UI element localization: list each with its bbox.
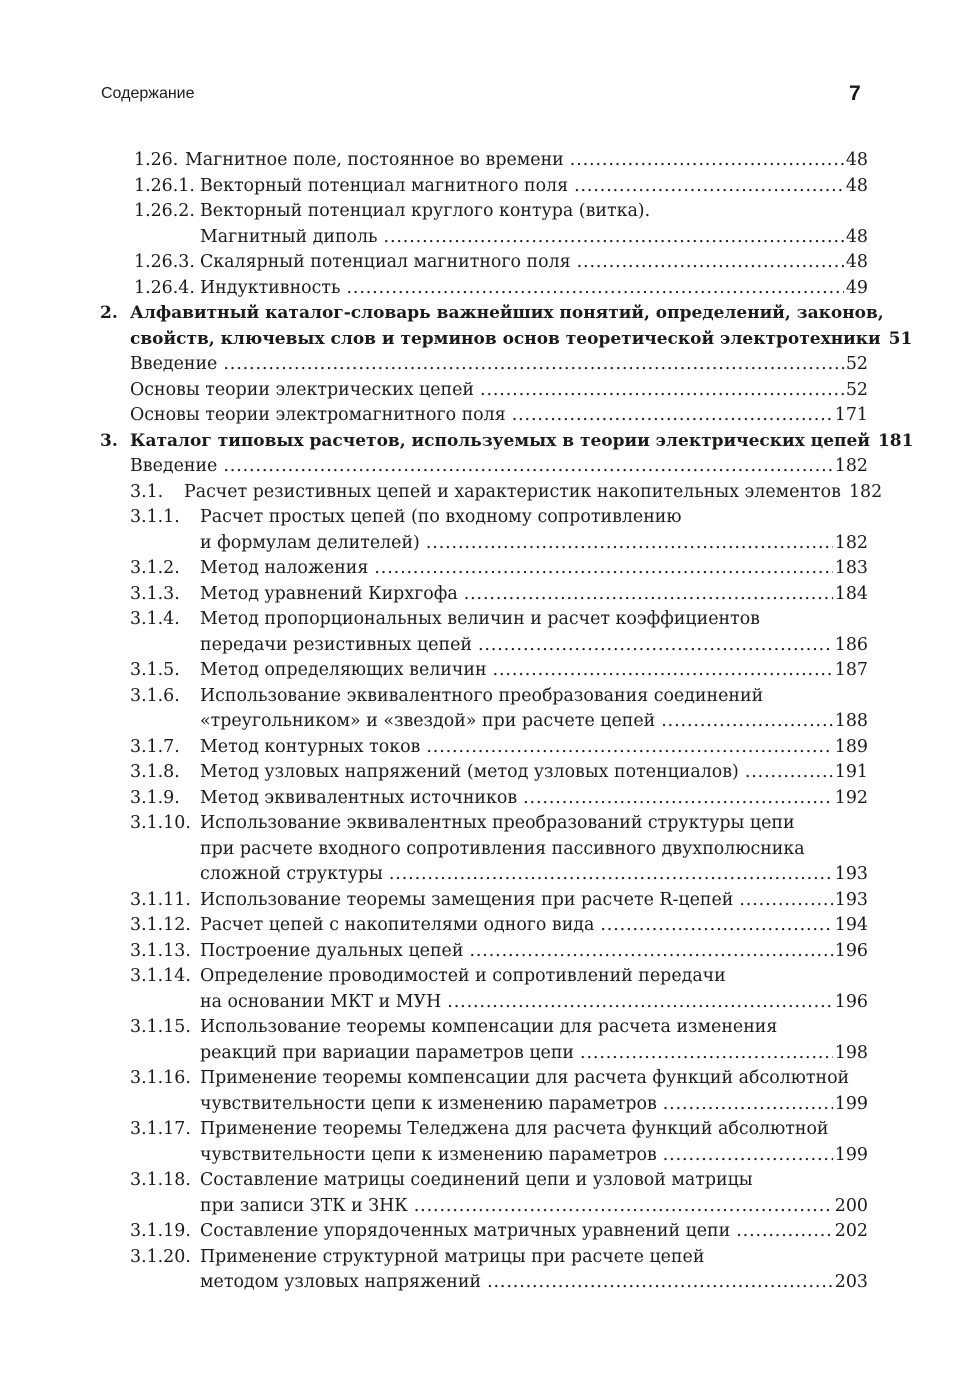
- toc-entry: [100, 378, 868, 404]
- toc-entry: [100, 1270, 868, 1296]
- toc-entry-title: Основы теории электрических цепей: [130, 379, 475, 400]
- toc-entry-number: 1.26.3.: [134, 252, 195, 272]
- toc-entry: [100, 1117, 868, 1143]
- dot-leader: [447, 990, 833, 1016]
- dot-leader: [570, 148, 844, 174]
- toc-entry-page: 193: [834, 864, 868, 884]
- toc-entry: [100, 250, 868, 276]
- toc-entry-page: 51: [888, 328, 913, 349]
- toc-entry-page: 186: [834, 634, 868, 655]
- toc-entry-number: 3.1.12.: [130, 915, 191, 935]
- toc-entry-number: 3.1.19.: [130, 1221, 191, 1241]
- toc-entry-number: 3.1.18.: [130, 1170, 191, 1190]
- toc-entry: [100, 939, 868, 965]
- dot-leader: [574, 174, 844, 200]
- toc-entry-number: 3.: [100, 430, 118, 451]
- toc-entry-title: Метод уравнений Кирхгофа: [200, 583, 458, 604]
- dot-leader: [223, 454, 832, 480]
- toc-entry-number: 3.1.8.: [130, 762, 180, 782]
- toc-entry-page: 49: [845, 277, 868, 298]
- toc-entry-title: сложной структуры: [200, 864, 383, 884]
- toc-entry-page: 203: [834, 1272, 868, 1292]
- toc-entry-title: Векторный потенциал круглого контура (витка).: [200, 201, 651, 221]
- toc-entry-title: и формулам делителей): [200, 532, 420, 553]
- toc-entry: [100, 1219, 868, 1245]
- toc-entry: [100, 1092, 868, 1118]
- dot-leader: [493, 658, 833, 684]
- toc-entry-page: 199: [834, 1144, 868, 1165]
- toc-entry: [100, 225, 868, 251]
- toc-entry-number: 3.1.7.: [130, 736, 180, 757]
- toc-entry: [100, 327, 913, 353]
- toc-entry: [100, 990, 868, 1016]
- toc-entry: [100, 1245, 868, 1271]
- toc-entry: [100, 582, 868, 608]
- toc-entry-title: передачи резистивных цепей: [200, 634, 472, 655]
- toc-entry-title: свойств, ключевых слов и терминов основ теоретической электротехники: [130, 328, 881, 349]
- toc-entry-page: 171: [834, 405, 868, 425]
- dot-leader: [523, 786, 833, 812]
- toc-entry-page: 48: [845, 252, 868, 272]
- toc-entry-title: Метод определяющих величин: [200, 660, 487, 680]
- toc-entry-number: 3.1.1.: [130, 507, 180, 527]
- toc-entry: [100, 607, 868, 633]
- toc-entry-number: 1.26.2.: [134, 201, 195, 221]
- toc-entry-title: «треугольником» и «звездой» при расчете цепей: [200, 711, 656, 731]
- toc-entry: [100, 531, 868, 557]
- toc-entry-title: Составление матрицы соединений цепи и узловой матрицы: [200, 1170, 753, 1190]
- dot-leader: [577, 250, 844, 276]
- toc-entry-number: 2.: [100, 303, 118, 323]
- toc-entry-title: чувствительности цепи к изменению параметров: [200, 1093, 657, 1114]
- toc-entry-title: Использование теоремы замещения при расчете R-цепей: [200, 889, 734, 910]
- toc-entry-title: Скалярный потенциал магнитного поля: [200, 252, 571, 272]
- toc-entry: [100, 964, 868, 990]
- toc-entry-title: Магнитное поле, постоянное во времени: [185, 150, 564, 170]
- toc-entry: [100, 505, 868, 531]
- toc-entry-page: 182: [848, 481, 883, 502]
- page-number: 7: [849, 82, 861, 105]
- toc-entry-page: 52: [845, 354, 868, 374]
- toc-entry-page: 196: [834, 991, 868, 1012]
- toc-entry-title: Применение структурной матрицы при расчете цепей: [200, 1246, 705, 1267]
- toc-entry-number: 3.1.17.: [130, 1119, 191, 1139]
- toc-entry: [100, 1143, 868, 1169]
- toc-entry-page: 192: [834, 787, 868, 808]
- toc-entry: [100, 709, 868, 735]
- toc-entry: [100, 837, 868, 863]
- toc-entry: [100, 403, 868, 429]
- toc-entry: [100, 735, 868, 761]
- toc-entry: [100, 862, 868, 888]
- toc-entry-page: 189: [834, 736, 868, 757]
- toc-entry: [100, 913, 868, 939]
- toc-entry-title: методом узловых напряжений: [200, 1272, 482, 1292]
- dot-leader: [663, 1092, 833, 1118]
- toc-entry: [100, 1168, 868, 1194]
- toc-entry: [100, 454, 868, 480]
- toc-entry: [100, 276, 868, 302]
- dot-leader: [389, 862, 833, 888]
- toc-entry: [100, 633, 868, 659]
- toc-entry-title: Расчет резистивных цепей и характеристик накопительных элементов: [184, 481, 841, 502]
- toc-entry-number: 3.1.20.: [130, 1246, 191, 1267]
- toc-entry: [100, 1066, 868, 1092]
- toc-entry-page: 199: [834, 1093, 868, 1114]
- toc-entry-title: на основании МКТ и МУН: [200, 991, 442, 1012]
- toc-entry-number: 3.1.4.: [130, 609, 180, 629]
- toc-entry-title: Использование теоремы компенсации для расчета изменения: [200, 1017, 778, 1037]
- toc-entry-page: 52: [845, 379, 868, 400]
- dot-leader: [374, 556, 832, 582]
- toc-entry-title: Введение: [130, 354, 218, 374]
- toc-entry-number: 3.1.3.: [130, 583, 180, 604]
- toc-entry-title: Метод контурных токов: [200, 736, 421, 757]
- toc-entry-number: 3.1.15.: [130, 1017, 191, 1037]
- toc-entry-number: 1.26.: [134, 150, 179, 170]
- toc-entry-title: при расчете входного сопротивления пассивного двухполюсника: [200, 838, 805, 859]
- toc-entry-title: реакций при вариации параметров цепи: [200, 1042, 575, 1063]
- toc-entry-number: 3.1.9.: [130, 787, 180, 808]
- toc-entry: [100, 301, 884, 327]
- toc-entry-number: 3.1.16.: [130, 1068, 191, 1088]
- toc-entry-number: 1.26.1.: [134, 175, 195, 196]
- dot-leader: [580, 1041, 833, 1067]
- toc-entry: [100, 480, 883, 506]
- toc-entry-number: 3.1.5.: [130, 660, 180, 680]
- toc-entry: [100, 556, 868, 582]
- toc-entry: [100, 1194, 868, 1220]
- toc-entry-number: 3.1.2.: [130, 558, 180, 578]
- toc-entry: [100, 429, 914, 455]
- dot-leader: [223, 352, 844, 378]
- toc-entry-title: Метод узловых напряжений (метод узловых потенциалов): [200, 762, 739, 782]
- toc-entry: [100, 352, 868, 378]
- dot-leader: [745, 760, 833, 786]
- toc-entry-title: Магнитный диполь: [200, 226, 378, 247]
- toc-entry: [100, 148, 868, 174]
- toc-entry-number: 3.1.11.: [130, 889, 191, 910]
- dot-leader: [426, 735, 832, 761]
- toc-entry-title: Использование эквивалентных преобразований структуры цепи: [200, 813, 795, 833]
- dot-leader: [661, 709, 833, 735]
- toc-entry: [100, 760, 868, 786]
- toc-entry-title: Составление упорядоченных матричных уравнений цепи: [200, 1221, 731, 1241]
- toc-entry-page: 48: [845, 226, 868, 247]
- toc-entry-number: 1.26.4.: [134, 277, 195, 298]
- dot-leader: [600, 913, 832, 939]
- toc-entry-page: 202: [834, 1221, 868, 1241]
- toc-entry-title: Построение дуальных цепей: [200, 940, 464, 961]
- toc-entry-page: 182: [834, 532, 868, 553]
- toc-entry-page: 188: [834, 711, 868, 731]
- dot-leader: [736, 1219, 833, 1245]
- dot-leader: [464, 582, 833, 608]
- dot-leader: [478, 633, 833, 659]
- toc-entry: [100, 199, 868, 225]
- toc-entry-title: Определение проводимостей и сопротивлений передачи: [200, 966, 726, 986]
- toc-entry-page: 181: [877, 430, 914, 451]
- toc-entry-title: Введение: [130, 456, 218, 476]
- table-of-contents: [100, 148, 914, 1296]
- toc-entry-title: Метод эквивалентных источников: [200, 787, 518, 808]
- toc-entry-title: при записи ЗТК и ЗНК: [200, 1195, 408, 1216]
- dot-leader: [414, 1194, 833, 1220]
- toc-entry-page: 191: [834, 762, 868, 782]
- toc-entry-page: 196: [834, 940, 868, 961]
- toc-entry-title: Расчет простых цепей (по входному сопротивлению: [200, 507, 682, 527]
- toc-entry-title: Основы теории электромагнитного поля: [130, 405, 506, 425]
- running-header-title: Содержание: [101, 85, 195, 102]
- toc-entry-page: 193: [834, 889, 868, 910]
- toc-entry: [100, 1015, 868, 1041]
- toc-entry-title: Использование эквивалентного преобразования соединений: [200, 685, 764, 706]
- toc-entry-title: Алфавитный каталог-словарь важнейших понятий, определений, законов,: [130, 303, 884, 323]
- toc-entry-title: чувствительности цепи к изменению параметров: [200, 1144, 657, 1165]
- toc-entry-page: 198: [834, 1042, 868, 1063]
- dot-leader: [480, 378, 844, 404]
- toc-entry-page: 200: [834, 1195, 868, 1216]
- dot-leader: [346, 276, 843, 302]
- dot-leader: [384, 225, 844, 251]
- toc-entry: [100, 658, 868, 684]
- dot-leader: [663, 1143, 833, 1169]
- dot-leader: [739, 888, 832, 914]
- toc-entry-title: Применение теоремы компенсации для расчета функций абсолютной: [200, 1068, 850, 1088]
- toc-entry-number: 3.1.: [130, 481, 164, 502]
- toc-entry-page: 184: [834, 583, 868, 604]
- dot-leader: [469, 939, 832, 965]
- toc-entry-number: 3.1.10.: [130, 813, 191, 833]
- toc-entry-number: 3.1.14.: [130, 966, 191, 986]
- toc-entry-number: 3.1.6.: [130, 685, 180, 706]
- toc-entry-page: 187: [834, 660, 868, 680]
- toc-entry: [100, 1041, 868, 1067]
- toc-entry-page: 194: [834, 915, 868, 935]
- toc-entry-page: 48: [845, 150, 868, 170]
- dot-leader: [426, 531, 833, 557]
- toc-entry: [100, 786, 868, 812]
- toc-entry: [100, 174, 868, 200]
- dot-leader: [512, 403, 833, 429]
- toc-entry-title: Каталог типовых расчетов, используемых в теории электрических цепей: [130, 430, 870, 451]
- dot-leader: [487, 1270, 833, 1296]
- toc-entry: [100, 684, 868, 710]
- toc-entry: [100, 811, 868, 837]
- toc-entry: [100, 888, 868, 914]
- toc-entry-title: Векторный потенциал магнитного поля: [200, 175, 569, 196]
- toc-entry-title: Расчет цепей с накопителями одного вида: [200, 915, 595, 935]
- toc-entry-title: Метод наложения: [200, 558, 369, 578]
- toc-entry-title: Применение теоремы Теледжена для расчета функций абсолютной: [200, 1119, 829, 1139]
- toc-entry-page: 48: [845, 175, 868, 196]
- toc-entry-title: Метод пропорциональных величин и расчет коэффициентов: [200, 609, 760, 629]
- toc-entry-page: 182: [834, 456, 868, 476]
- toc-entry-number: 3.1.13.: [130, 940, 191, 961]
- toc-entry-title: Индуктивность: [200, 277, 341, 298]
- toc-entry-page: 183: [834, 558, 868, 578]
